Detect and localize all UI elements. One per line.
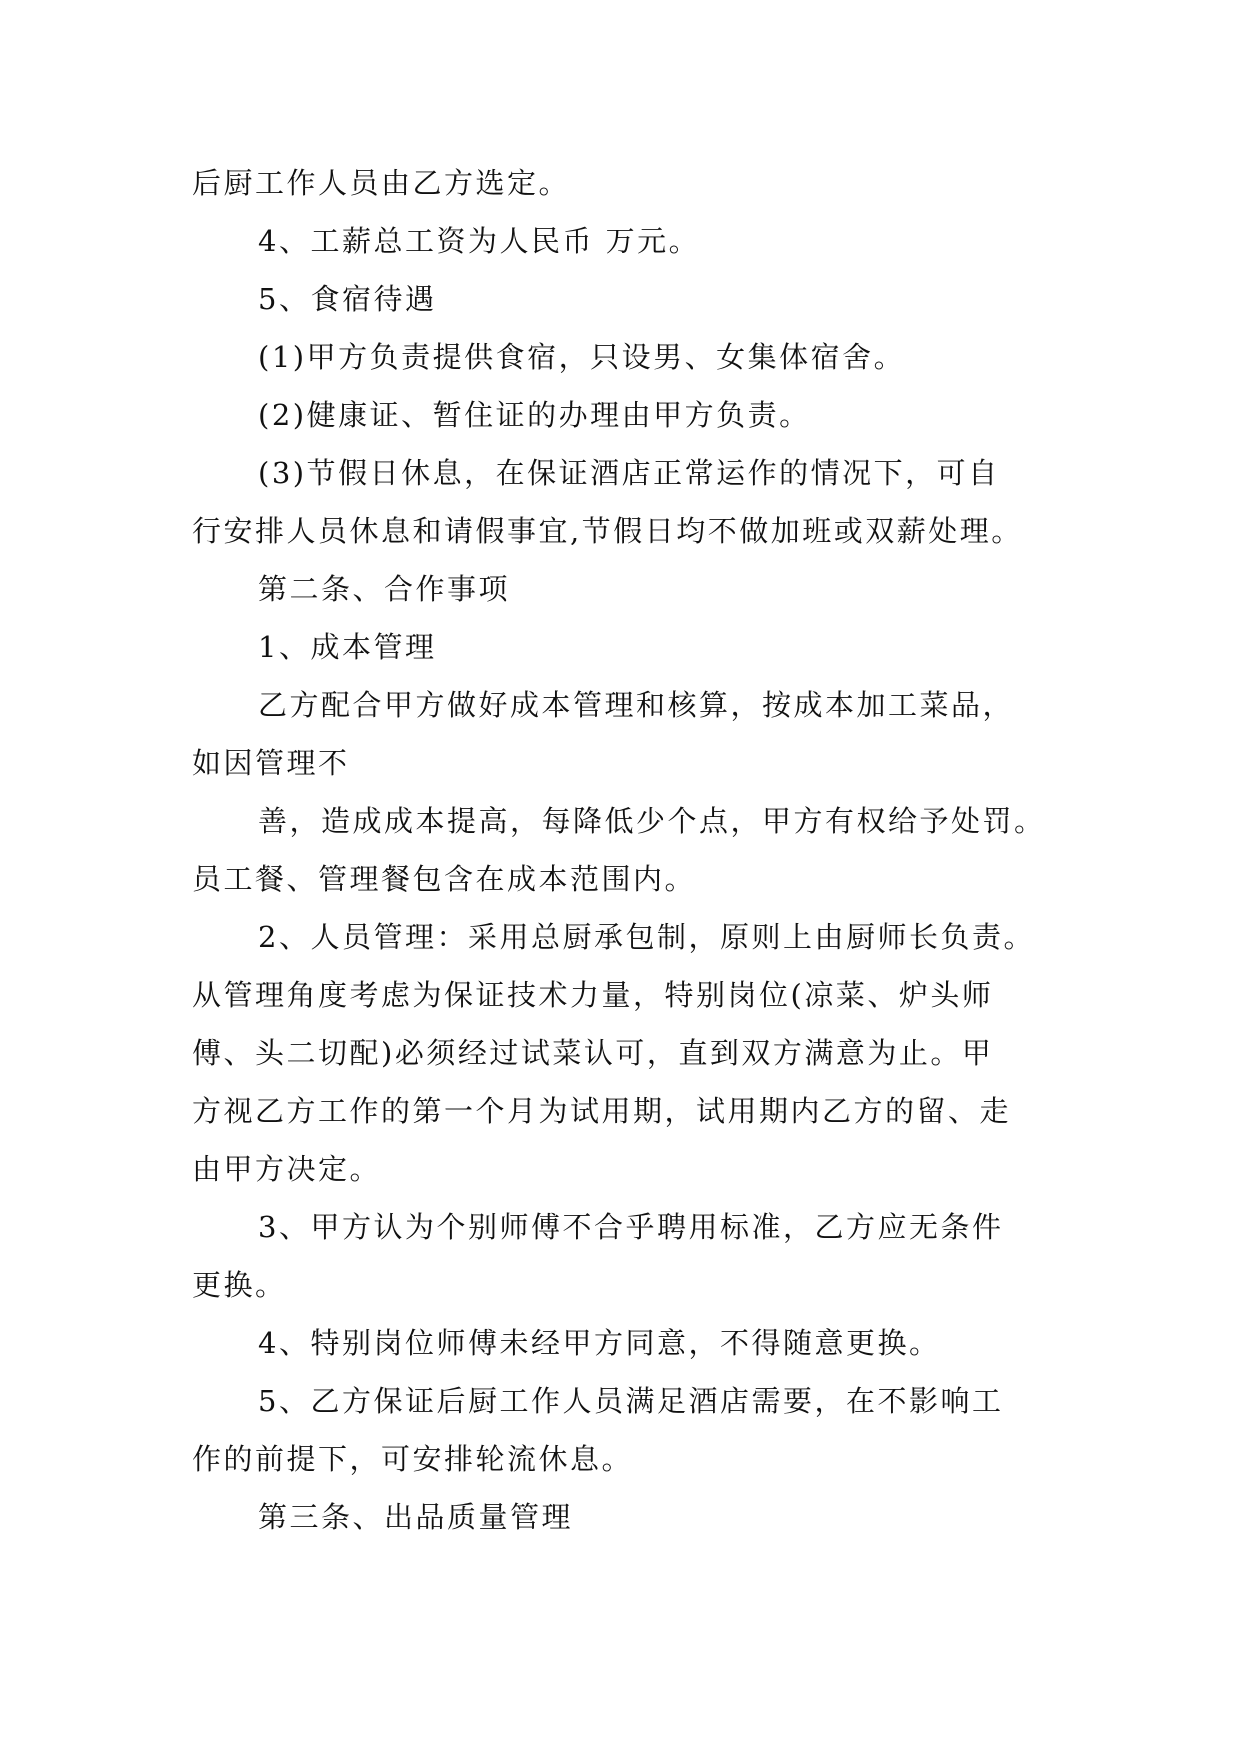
- text-line: 善，造成成本提高，每降低少个点，甲方有权给予处罚。: [258, 804, 1046, 838]
- text-line: 1、成本管理: [258, 630, 437, 664]
- text-line: 2、人员管理：采用总厨承包制，原则上由厨师长负责。: [258, 920, 1035, 954]
- text-line: 4、工薪总工资为人民币 万元。: [258, 224, 701, 258]
- text-line: 3、甲方认为个别师傅不合乎聘用标准，乙方应无条件: [258, 1210, 1004, 1244]
- text-line: 傅、头二切配)必须经过试菜认可，直到双方满意为止。甲: [192, 1036, 994, 1070]
- text-line: 5、乙方保证后厨工作人员满足酒店需要，在不影响工: [258, 1384, 1004, 1418]
- text-line: 如因管理不: [192, 746, 350, 780]
- text-line: 行安排人员休息和请假事宜,节假日均不做加班或双薪处理。: [192, 514, 1023, 548]
- text-line: 从管理角度考虑为保证技术力量，特别岗位(凉菜、炉头师: [192, 978, 994, 1012]
- text-line: 员工餐、管理餐包含在成本范围内。: [192, 862, 697, 896]
- section-heading: 第三条、出品质量管理: [258, 1500, 574, 1534]
- text-line: 更换。: [192, 1268, 287, 1302]
- text-line: 5、食宿待遇: [258, 282, 437, 316]
- text-line: (3)节假日休息，在保证酒店正常运作的情况下，可自: [258, 456, 1000, 490]
- text-line: 由甲方决定。: [192, 1152, 382, 1186]
- text-line: 作的前提下，可安排轮流休息。: [192, 1442, 634, 1476]
- text-line: (2)健康证、暂住证的办理由甲方负责。: [258, 398, 811, 432]
- text-line: 方视乙方工作的第一个月为试用期，试用期内乙方的留、走: [192, 1094, 1012, 1128]
- document-body: [192, 154, 1072, 1546]
- text-line: 乙方配合甲方做好成本管理和核算，按成本加工菜品，: [258, 688, 1015, 722]
- text-line: 4、特别岗位师傅未经甲方同意，不得随意更换。: [258, 1326, 941, 1360]
- section-heading: 第二条、合作事项: [258, 572, 511, 606]
- text-line: (1)甲方负责提供食宿，只设男、女集体宿舍。: [258, 340, 906, 374]
- text-line: 后厨工作人员由乙方选定。: [192, 166, 571, 200]
